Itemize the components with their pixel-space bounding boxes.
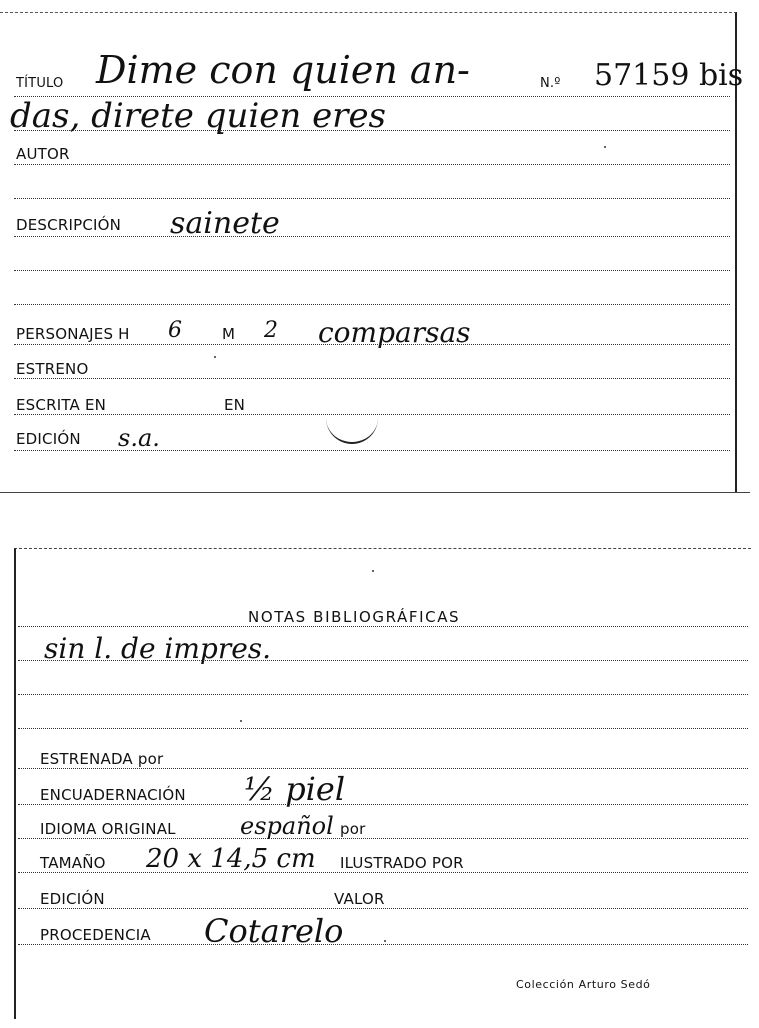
tamano-value: 20 x 14,5 cm <box>146 844 316 874</box>
ilustrado-label: ILUSTRADO POR <box>340 854 464 872</box>
procedencia-label: PROCEDENCIA <box>40 926 151 944</box>
personajes-m-value: 2 <box>264 318 278 343</box>
idioma-rule <box>18 838 748 839</box>
estrenada-rule <box>18 768 748 769</box>
scan-speck <box>372 570 374 572</box>
notas-value: sin l. de impres. <box>44 632 272 665</box>
autor-rule-2 <box>14 198 730 199</box>
estreno-rule <box>14 378 730 379</box>
idioma-label: IDIOMA ORIGINAL <box>40 820 176 838</box>
idioma-por-label: por <box>340 820 366 838</box>
encuadernacion-label: ENCUADERNACIÓN <box>40 786 186 804</box>
notas-rule-2 <box>18 660 748 661</box>
personajes-rule <box>14 344 730 345</box>
edicion-back-label: EDICIÓN <box>40 890 105 908</box>
descripcion-rule <box>14 236 730 237</box>
valor-label: VALOR <box>334 890 385 908</box>
card-cut-line <box>0 492 750 493</box>
escrita-en-label: ESCRITA EN <box>16 396 107 414</box>
descripcion-rule-2 <box>14 270 730 271</box>
edicion-rule <box>14 450 730 451</box>
personajes-h-value: 6 <box>168 318 182 343</box>
autor-rule <box>14 164 730 165</box>
estreno-label: ESTRENO <box>16 360 89 378</box>
numero-label: N.º <box>540 76 561 91</box>
personajes-extra: comparsas <box>318 316 471 349</box>
descripcion-value: sainete <box>170 206 280 241</box>
collection-credit: Colección Arturo Sedó <box>516 978 651 991</box>
descripcion-rule-3 <box>14 304 730 305</box>
estrenada-label: ESTRENADA por <box>40 750 164 768</box>
idioma-value: español <box>240 812 334 840</box>
autor-label: AUTOR <box>16 145 70 163</box>
scan-speck <box>604 146 606 148</box>
notas-rule-3 <box>18 694 748 695</box>
scan-speck <box>214 356 216 358</box>
en-label: EN <box>224 396 246 414</box>
procedencia-value: Cotarelo <box>204 912 344 950</box>
encuadernacion-value: ½ piel <box>244 770 346 808</box>
tamano-label: TAMAÑO <box>40 854 106 872</box>
notas-rule-4 <box>18 728 748 729</box>
scan-speck <box>384 940 386 942</box>
edicion-value: s.a. <box>118 424 160 452</box>
encuadernacion-rule <box>18 804 748 805</box>
titulo-label: TÍTULO <box>16 76 64 91</box>
titulo-value-line1: Dime con quien an- <box>96 48 470 92</box>
personajes-label: PERSONAJES H <box>16 325 130 343</box>
scan-speck <box>240 720 242 722</box>
descripcion-label: DESCRIPCIÓN <box>16 216 122 234</box>
procedencia-rule <box>18 944 748 945</box>
titulo-value-line2: das, direte quien eres <box>10 96 387 136</box>
titulo-rule-2 <box>14 130 730 131</box>
notas-rule <box>18 626 748 627</box>
notas-heading: NOTAS BIBLIOGRÁFICAS <box>248 608 461 626</box>
numero-value: 57159 bis <box>594 58 744 93</box>
edicion-label: EDICIÓN <box>16 430 81 448</box>
escrita-rule <box>14 414 730 415</box>
edicion-back-rule <box>18 908 748 909</box>
personajes-m-label: M <box>222 325 236 343</box>
tamano-rule <box>18 872 748 873</box>
